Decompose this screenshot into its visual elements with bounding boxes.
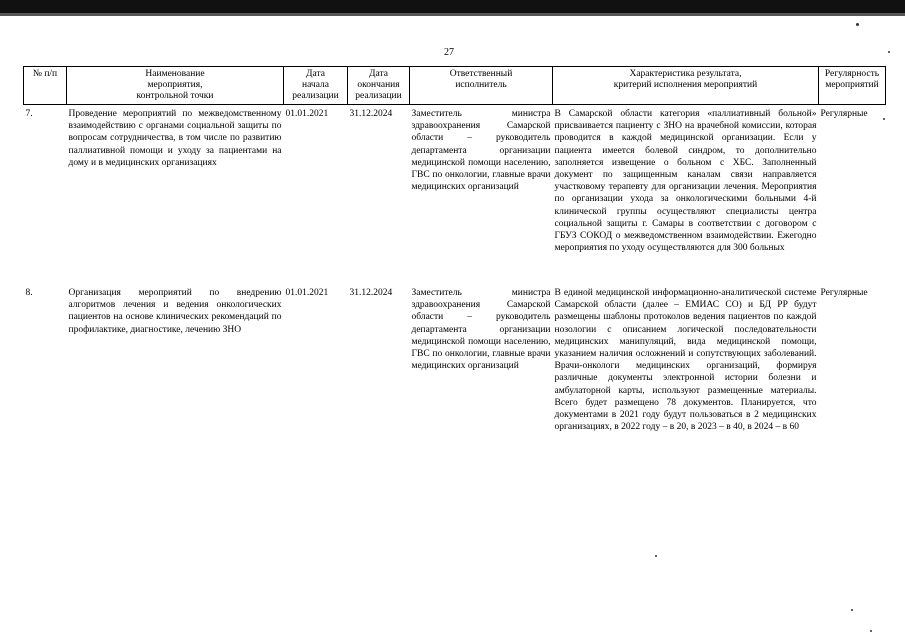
measures-table: [23, 66, 886, 434]
row-regularity: Регулярные: [820, 109, 868, 119]
scan-speck: [888, 51, 890, 53]
scan-speck: [856, 23, 859, 26]
row-num: 7.: [25, 109, 33, 119]
row-result: В Самарской области категория «паллиативный больной» присваивается пациенту с ЗНО на врачебной комиссии, которая проводится в каждой медицинской организации. Если у пациента имеется болевой синдром, то дополнительно заполняется извещение о больном с ХБС. Заполненный документ по защищенным каналам связи направляется участковому терапевту для организации лечения. Мероприятия по организации ухода за онкологическими больными 4-й клинической группы осуществляют специалисты центра социальной защиты г. Самары в соответствии с договором с ГБУЗ СОКОД о межведомственном взаимодействии. Ежегодно мероприятия по уходу осуществляются для 300 больных: [554, 109, 817, 254]
table-header-row: [24, 67, 886, 105]
scan-speck: [883, 118, 885, 120]
header-regularity: Регулярность мероприятий: [819, 67, 886, 105]
header-start: Дата начала реализации: [284, 67, 348, 105]
scan-speck: [851, 609, 853, 611]
row-name: Проведение мероприятий по межведомственному взаимодействию с органами социальной защиты по вопросам сотрудничества, в том числе по развитию паллиативной помощи и уходу за пациентами на дому и в медицинских организациях: [68, 109, 282, 168]
scan-speck: [655, 555, 657, 557]
row-end: 31.12.2024: [349, 109, 393, 119]
row-start: 01.01.2021: [285, 109, 329, 119]
table-row: [24, 284, 886, 434]
row-end: 31.12.2024: [349, 288, 393, 298]
header-name: Наименование мероприятия, контрольной точки: [67, 67, 284, 105]
table-row: [24, 105, 886, 285]
row-regularity: Регулярные: [820, 288, 868, 298]
header-responsible: Ответственный исполнитель: [410, 67, 553, 105]
scan-top-shadow: [0, 13, 905, 16]
scan-speck: [870, 630, 872, 632]
row-num: 8.: [25, 288, 33, 298]
header-end: Дата окончания реализации: [348, 67, 410, 105]
row-responsible: Заместитель министра здравоохранения Самарской области – руководитель департамента организации медицинской помощи населению, ГВС по онкологии, главные врачи медицинских организаций: [411, 288, 551, 372]
row-result: В единой медицинской информационно-аналитической системе Самарской области (далее – ЕМИАС СО) и БД РР будут размещены шаблоны протоколов ведения пациентов по каждой нозологии с описанием логической последовательности медицинских манипуляций, вида медицинской помощи, указанием наличия осложнений и сопутствующих заболеваний. Врачи-онкологи медицинских организаций, формируя различные документы электронной истории болезни и амбулаторной карты, используют размещенные материалы. Всего будет размещено 78 документов. Планируется, что документами в 2021 году будут пользоваться в 2 медицинских организациях, в 2022 году – в 20, в 2023 – в 40, в 2024 – в 60: [554, 288, 817, 433]
header-result: Характеристика результата, критерий исполнения мероприятий: [553, 67, 819, 105]
scan-top-edge: [0, 0, 905, 13]
row-start: 01.01.2021: [285, 288, 329, 298]
page-number: 27: [444, 47, 454, 58]
row-name: Организация мероприятий по внедрению алгоритмов лечения и ведения онкологических пациентов на основе клинических рекомендаций по профилактике, диагностике, лечению ЗНО: [68, 288, 282, 335]
header-num: № п/п: [24, 67, 67, 105]
row-responsible: Заместитель министра здравоохранения Самарской области – руководитель департамента организации медицинской помощи населению, ГВС по онкологии, главные врачи медицинских организаций: [411, 109, 551, 193]
